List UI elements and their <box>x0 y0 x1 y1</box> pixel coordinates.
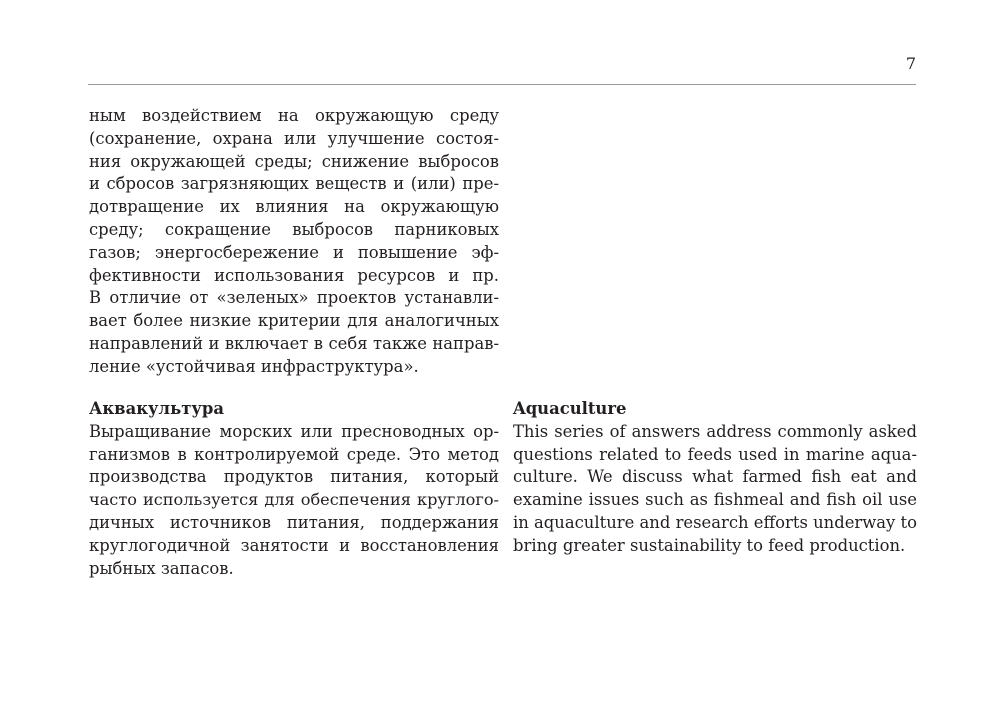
text-line: culture. We discuss what farmed fish eat and <box>513 467 917 487</box>
text-line: ление «устойчивая инфраструктура». <box>89 356 419 376</box>
text-line: (сохранение, охрана или улучшение состоя- <box>89 128 499 148</box>
text-line: ганизмов в контролируемой среде. Это метод <box>89 444 499 464</box>
section-heading: Aquaculture <box>513 399 627 418</box>
text-line: examine issues such as fishmeal and fish oil use <box>513 490 917 510</box>
text-line: и сбросов загрязняющих веществ и (или) пре- <box>89 174 499 194</box>
text-line: газов; энергосбережение и повышение эф- <box>89 242 499 262</box>
text-line: questions related to feeds used in marine aqua- <box>513 444 917 464</box>
text-line: направлений и включает в себя также направ- <box>89 333 499 353</box>
text-line: вает более низкие критерии для аналогичных <box>89 311 499 331</box>
aquaculture-en-section <box>513 398 917 558</box>
page-number: 7 <box>905 54 916 73</box>
text-line: рыбных запасов. <box>89 558 234 578</box>
text-line: часто используется для обеспечения круглого- <box>89 490 499 510</box>
text-line: bring greater sustainability to feed production. <box>513 535 906 555</box>
header-divider <box>88 84 916 85</box>
text-line: ния окружающей среды; снижение выбросов <box>89 151 499 171</box>
text-line: дичных источников питания, поддержания <box>89 512 499 532</box>
text-line: This series of answers address commonly asked <box>513 421 917 441</box>
text-line: среду; сокращение выбросов парниковых <box>89 219 499 239</box>
aquaculture-ru-section <box>89 398 499 580</box>
text-line: ным воздействием на окружающую среду <box>89 106 499 125</box>
text-line: Выращивание морских или пресноводных ор- <box>89 421 499 441</box>
text-line: производства продуктов питания, который <box>89 467 499 487</box>
text-line: in aquaculture and research efforts underway to <box>513 512 917 532</box>
text-line: В отличие от «зеленых» проектов устанавли- <box>89 288 499 308</box>
text-line: круглогодичной занятости и восстановления <box>89 535 499 555</box>
section-heading: Аквакультура <box>89 399 224 418</box>
text-line: фективности использования ресурсов и пр. <box>89 265 499 285</box>
text-line: дотвращение их влияния на окружающую <box>89 197 499 217</box>
intro-paragraph <box>89 105 499 379</box>
